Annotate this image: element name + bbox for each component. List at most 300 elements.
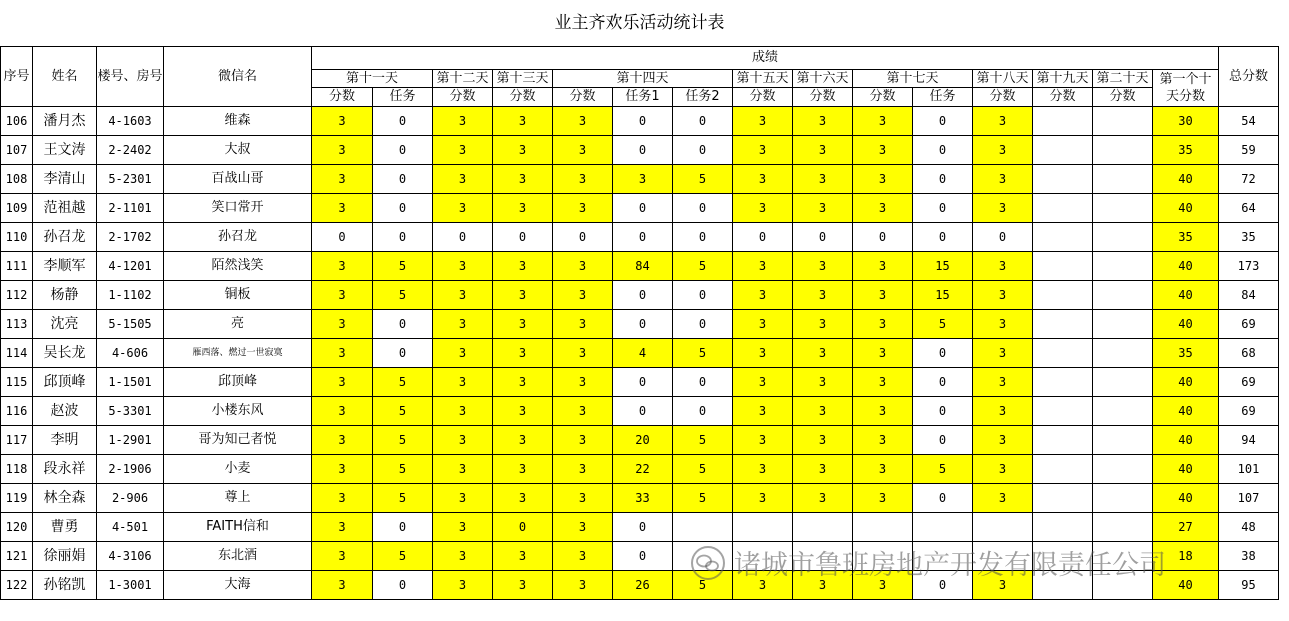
cell-room: 4-501 xyxy=(97,513,164,542)
cell-score: 3 xyxy=(793,455,853,484)
table-row xyxy=(1,165,1279,194)
cell-name: 徐丽娟 xyxy=(33,542,97,571)
cell-score: 3 xyxy=(613,165,673,194)
cell-seq: 110 xyxy=(1,223,33,252)
cell-name: 林全森 xyxy=(33,484,97,513)
cell-score: 3 xyxy=(433,513,493,542)
cell-name: 孙铭凯 xyxy=(33,571,97,600)
cell-score: 3 xyxy=(433,165,493,194)
cell-total: 101 xyxy=(1219,455,1279,484)
cell-score: 5 xyxy=(673,571,733,600)
cell-score: 3 xyxy=(312,368,373,397)
cell-total: 84 xyxy=(1219,281,1279,310)
cell-sum-first-ten: 40 xyxy=(1153,194,1219,223)
cell-score: 3 xyxy=(312,542,373,571)
table-row xyxy=(1,455,1279,484)
cell-score: 3 xyxy=(553,252,613,281)
cell-seq: 115 xyxy=(1,368,33,397)
cell-seq: 113 xyxy=(1,310,33,339)
cell-score: 0 xyxy=(373,165,433,194)
cell-total: 48 xyxy=(1219,513,1279,542)
cell-score: 3 xyxy=(493,252,553,281)
cell-score: 20 xyxy=(613,426,673,455)
cell-score: 3 xyxy=(973,455,1033,484)
cell-score: 3 xyxy=(853,252,913,281)
cell-name: 孙召龙 xyxy=(33,223,97,252)
cell-room: 5-1505 xyxy=(97,310,164,339)
cell-score: 3 xyxy=(733,281,793,310)
cell-score xyxy=(1093,368,1153,397)
cell-wechat: 尊上 xyxy=(164,484,312,513)
cell-score xyxy=(1093,571,1153,600)
cell-score: 3 xyxy=(493,310,553,339)
cell-score: 0 xyxy=(913,136,973,165)
cell-score: 3 xyxy=(853,426,913,455)
table-row xyxy=(1,223,1279,252)
cell-room: 1-3001 xyxy=(97,571,164,600)
cell-score xyxy=(913,542,973,571)
subheader-7: 分数 xyxy=(733,88,793,107)
subheader-10: 任务 xyxy=(913,88,973,107)
cell-score xyxy=(853,513,913,542)
cell-score: 3 xyxy=(793,426,853,455)
cell-score xyxy=(1033,513,1093,542)
cell-score: 3 xyxy=(973,426,1033,455)
cell-score: 3 xyxy=(312,339,373,368)
subheader-1: 任务 xyxy=(373,88,433,107)
cell-score: 3 xyxy=(733,136,793,165)
cell-room: 4-1603 xyxy=(97,107,164,136)
cell-score: 3 xyxy=(733,484,793,513)
cell-total: 59 xyxy=(1219,136,1279,165)
cell-score: 3 xyxy=(433,397,493,426)
cell-score: 3 xyxy=(853,310,913,339)
cell-score: 3 xyxy=(312,426,373,455)
cell-room: 2-1101 xyxy=(97,194,164,223)
cell-score xyxy=(1093,281,1153,310)
cell-score: 3 xyxy=(853,194,913,223)
cell-seq: 107 xyxy=(1,136,33,165)
cell-score: 3 xyxy=(493,368,553,397)
cell-name: 邱顶峰 xyxy=(33,368,97,397)
cell-score: 5 xyxy=(373,455,433,484)
cell-score: 3 xyxy=(312,281,373,310)
cell-score xyxy=(1093,252,1153,281)
table-row xyxy=(1,136,1279,165)
cell-score: 5 xyxy=(373,542,433,571)
cell-score xyxy=(1093,455,1153,484)
cell-score: 0 xyxy=(553,223,613,252)
header-day-14: 第十四天 xyxy=(553,70,733,88)
subheader-4: 分数 xyxy=(553,88,613,107)
cell-score: 0 xyxy=(613,310,673,339)
cell-score: 15 xyxy=(913,281,973,310)
cell-seq: 119 xyxy=(1,484,33,513)
cell-room: 1-1102 xyxy=(97,281,164,310)
cell-score xyxy=(1033,339,1093,368)
cell-score: 0 xyxy=(613,194,673,223)
cell-total: 95 xyxy=(1219,571,1279,600)
cell-wechat: FAITH信和 xyxy=(164,513,312,542)
cell-score xyxy=(1033,542,1093,571)
table-row xyxy=(1,542,1279,571)
cell-score: 3 xyxy=(973,136,1033,165)
cell-score: 3 xyxy=(433,484,493,513)
cell-score: 3 xyxy=(973,484,1033,513)
cell-score: 3 xyxy=(493,339,553,368)
cell-score: 3 xyxy=(733,571,793,600)
header-total: 总分数 xyxy=(1219,47,1279,107)
cell-score xyxy=(1093,165,1153,194)
cell-wechat: 小楼东风 xyxy=(164,397,312,426)
cell-score: 3 xyxy=(493,455,553,484)
cell-seq: 106 xyxy=(1,107,33,136)
cell-score: 3 xyxy=(973,397,1033,426)
cell-score: 0 xyxy=(373,136,433,165)
cell-total: 35 xyxy=(1219,223,1279,252)
cell-score: 3 xyxy=(973,339,1033,368)
cell-wechat: 铜板 xyxy=(164,281,312,310)
cell-score: 3 xyxy=(553,194,613,223)
cell-score: 3 xyxy=(493,397,553,426)
watermark-text: 诸城市鲁班房地产开发有限责任公司 xyxy=(734,550,1166,581)
cell-room: 2-906 xyxy=(97,484,164,513)
cell-score: 0 xyxy=(373,513,433,542)
cell-seq: 121 xyxy=(1,542,33,571)
table-row xyxy=(1,426,1279,455)
cell-score: 3 xyxy=(853,484,913,513)
cell-score: 3 xyxy=(793,368,853,397)
cell-name: 曹勇 xyxy=(33,513,97,542)
cell-score xyxy=(1093,542,1153,571)
cell-score: 3 xyxy=(553,281,613,310)
cell-score: 3 xyxy=(853,165,913,194)
cell-score xyxy=(853,542,913,571)
cell-score: 3 xyxy=(312,571,373,600)
cell-sum-first-ten: 35 xyxy=(1153,339,1219,368)
cell-score xyxy=(733,542,793,571)
cell-score xyxy=(973,542,1033,571)
cell-score: 3 xyxy=(853,455,913,484)
cell-score xyxy=(1033,281,1093,310)
cell-score: 3 xyxy=(433,426,493,455)
cell-sum-first-ten: 40 xyxy=(1153,252,1219,281)
cell-score: 5 xyxy=(373,368,433,397)
cell-sum-first-ten: 40 xyxy=(1153,426,1219,455)
header-wechat: 微信名 xyxy=(164,47,312,107)
cell-name: 李顺军 xyxy=(33,252,97,281)
cell-score: 3 xyxy=(493,571,553,600)
header-day-13: 第十三天 xyxy=(493,70,553,88)
cell-score: 4 xyxy=(613,339,673,368)
cell-score: 3 xyxy=(793,194,853,223)
cell-score: 3 xyxy=(973,368,1033,397)
cell-score: 0 xyxy=(913,194,973,223)
cell-score xyxy=(1093,426,1153,455)
cell-wechat: 东北酒 xyxy=(164,542,312,571)
subheader-11: 分数 xyxy=(973,88,1033,107)
cell-wechat: 百战山哥 xyxy=(164,165,312,194)
cell-seq: 116 xyxy=(1,397,33,426)
cell-score: 33 xyxy=(613,484,673,513)
cell-seq: 108 xyxy=(1,165,33,194)
cell-score: 3 xyxy=(973,194,1033,223)
cell-total: 69 xyxy=(1219,368,1279,397)
table-title: 业主齐欢乐活动统计表 xyxy=(1,0,1279,47)
cell-score: 5 xyxy=(373,281,433,310)
cell-score: 3 xyxy=(793,136,853,165)
header-day-18: 第十八天 xyxy=(973,70,1033,88)
cell-score: 3 xyxy=(733,310,793,339)
cell-name: 赵波 xyxy=(33,397,97,426)
subheader-12: 分数 xyxy=(1033,88,1093,107)
cell-score xyxy=(1033,165,1093,194)
subheader-5: 任务1 xyxy=(613,88,673,107)
cell-score: 0 xyxy=(673,310,733,339)
cell-score: 0 xyxy=(673,194,733,223)
cell-score: 5 xyxy=(673,484,733,513)
cell-score: 0 xyxy=(373,223,433,252)
header-day-15: 第十五天 xyxy=(733,70,793,88)
table-row xyxy=(1,368,1279,397)
cell-score: 0 xyxy=(373,339,433,368)
cell-score: 5 xyxy=(673,252,733,281)
subheader-0: 分数 xyxy=(312,88,373,107)
cell-score: 3 xyxy=(553,513,613,542)
cell-score: 3 xyxy=(793,107,853,136)
cell-total: 38 xyxy=(1219,542,1279,571)
cell-score: 0 xyxy=(613,542,673,571)
cell-seq: 111 xyxy=(1,252,33,281)
cell-total: 94 xyxy=(1219,426,1279,455)
cell-score: 3 xyxy=(553,397,613,426)
table-row xyxy=(1,252,1279,281)
cell-score: 0 xyxy=(613,368,673,397)
cell-score: 3 xyxy=(733,368,793,397)
cell-score: 0 xyxy=(673,107,733,136)
cell-score: 3 xyxy=(553,165,613,194)
header-sum-line1: 第一个十 xyxy=(1159,72,1212,87)
header-sum-line2: 天分数 xyxy=(1165,89,1205,104)
table-row xyxy=(1,397,1279,426)
cell-score xyxy=(1093,310,1153,339)
cell-sum-first-ten: 18 xyxy=(1153,542,1219,571)
cell-score: 3 xyxy=(312,397,373,426)
cell-score: 3 xyxy=(733,397,793,426)
cell-wechat: 陌然浅笑 xyxy=(164,252,312,281)
cell-score: 3 xyxy=(312,484,373,513)
cell-score: 0 xyxy=(373,571,433,600)
header-day-19: 第十九天 xyxy=(1033,70,1093,88)
cell-name: 吴长龙 xyxy=(33,339,97,368)
cell-room: 4-606 xyxy=(97,339,164,368)
cell-score xyxy=(1093,223,1153,252)
table-row xyxy=(1,513,1279,542)
cell-name: 杨静 xyxy=(33,281,97,310)
cell-wechat: 亮 xyxy=(164,310,312,339)
cell-room: 1-2901 xyxy=(97,426,164,455)
cell-score xyxy=(1033,310,1093,339)
cell-score: 22 xyxy=(613,455,673,484)
cell-score: 0 xyxy=(613,223,673,252)
cell-score: 3 xyxy=(973,281,1033,310)
header-score-group: 成绩 xyxy=(312,47,1219,70)
cell-score: 0 xyxy=(673,368,733,397)
cell-sum-first-ten: 40 xyxy=(1153,484,1219,513)
cell-score: 3 xyxy=(493,136,553,165)
cell-score: 0 xyxy=(913,339,973,368)
cell-score: 0 xyxy=(433,223,493,252)
cell-room: 5-2301 xyxy=(97,165,164,194)
cell-score: 15 xyxy=(913,252,973,281)
cell-score: 3 xyxy=(733,165,793,194)
header-day-11: 第十一天 xyxy=(312,70,433,88)
cell-total: 69 xyxy=(1219,310,1279,339)
cell-score: 3 xyxy=(973,310,1033,339)
cell-score xyxy=(1093,339,1153,368)
cell-score: 0 xyxy=(913,165,973,194)
cell-score: 0 xyxy=(613,107,673,136)
header-day-17: 第十七天 xyxy=(853,70,973,88)
cell-score xyxy=(1033,426,1093,455)
cell-score: 3 xyxy=(853,397,913,426)
cell-score: 5 xyxy=(373,426,433,455)
cell-score: 3 xyxy=(312,165,373,194)
cell-score: 3 xyxy=(793,571,853,600)
cell-score: 3 xyxy=(493,426,553,455)
cell-wechat: 大海 xyxy=(164,571,312,600)
cell-total: 69 xyxy=(1219,397,1279,426)
cell-score: 3 xyxy=(793,339,853,368)
cell-score: 3 xyxy=(553,426,613,455)
subheader-6: 任务2 xyxy=(673,88,733,107)
cell-total: 173 xyxy=(1219,252,1279,281)
cell-score: 3 xyxy=(433,310,493,339)
cell-score: 3 xyxy=(433,571,493,600)
header-sum-first-ten xyxy=(1153,70,1219,107)
cell-score xyxy=(1033,223,1093,252)
header-day-20: 第二十天 xyxy=(1093,70,1153,88)
cell-score: 3 xyxy=(553,542,613,571)
cell-score xyxy=(793,542,853,571)
cell-total: 107 xyxy=(1219,484,1279,513)
cell-score: 3 xyxy=(793,281,853,310)
cell-score: 3 xyxy=(793,397,853,426)
cell-score: 3 xyxy=(493,542,553,571)
cell-score: 3 xyxy=(853,571,913,600)
cell-sum-first-ten: 40 xyxy=(1153,281,1219,310)
cell-score: 3 xyxy=(853,281,913,310)
table-row xyxy=(1,281,1279,310)
cell-sum-first-ten: 40 xyxy=(1153,310,1219,339)
cell-score: 0 xyxy=(853,223,913,252)
cell-score: 0 xyxy=(493,223,553,252)
cell-score: 3 xyxy=(853,136,913,165)
cell-score: 3 xyxy=(853,107,913,136)
cell-score: 0 xyxy=(673,136,733,165)
cell-sum-first-ten: 35 xyxy=(1153,223,1219,252)
header-room: 楼号、房号 xyxy=(97,47,164,107)
cell-wechat: 雁西落、燃过一世寂寞 xyxy=(164,339,312,368)
cell-score: 3 xyxy=(793,165,853,194)
cell-score: 0 xyxy=(913,397,973,426)
cell-total: 72 xyxy=(1219,165,1279,194)
cell-score xyxy=(733,513,793,542)
cell-score: 3 xyxy=(553,571,613,600)
cell-room: 4-1201 xyxy=(97,252,164,281)
cell-score xyxy=(793,513,853,542)
cell-score xyxy=(1033,397,1093,426)
subheader-9: 分数 xyxy=(853,88,913,107)
cell-seq: 109 xyxy=(1,194,33,223)
cell-score: 5 xyxy=(673,426,733,455)
cell-wechat: 邱顶峰 xyxy=(164,368,312,397)
cell-score: 0 xyxy=(913,107,973,136)
cell-score: 0 xyxy=(493,513,553,542)
cell-score: 3 xyxy=(973,252,1033,281)
cell-score: 0 xyxy=(373,107,433,136)
cell-sum-first-ten: 40 xyxy=(1153,165,1219,194)
cell-sum-first-ten: 40 xyxy=(1153,368,1219,397)
cell-seq: 122 xyxy=(1,571,33,600)
cell-total: 54 xyxy=(1219,107,1279,136)
cell-score: 5 xyxy=(373,484,433,513)
cell-name: 王文涛 xyxy=(33,136,97,165)
table-row xyxy=(1,194,1279,223)
subheader-2: 分数 xyxy=(433,88,493,107)
cell-score xyxy=(673,542,733,571)
cell-score: 3 xyxy=(733,194,793,223)
cell-score: 5 xyxy=(373,397,433,426)
cell-score xyxy=(1033,368,1093,397)
cell-name: 潘月杰 xyxy=(33,107,97,136)
cell-score: 3 xyxy=(793,252,853,281)
cell-score: 0 xyxy=(673,397,733,426)
cell-score xyxy=(673,513,733,542)
cell-name: 段永祥 xyxy=(33,455,97,484)
cell-score xyxy=(1093,136,1153,165)
cell-score: 0 xyxy=(373,310,433,339)
header-day-12: 第十二天 xyxy=(433,70,493,88)
cell-name: 范祖越 xyxy=(33,194,97,223)
cell-score: 5 xyxy=(673,339,733,368)
cell-score: 0 xyxy=(733,223,793,252)
cell-score: 3 xyxy=(553,310,613,339)
cell-score xyxy=(1033,484,1093,513)
subheader-13: 分数 xyxy=(1093,88,1153,107)
cell-sum-first-ten: 35 xyxy=(1153,136,1219,165)
cell-score: 3 xyxy=(433,368,493,397)
cell-score xyxy=(1033,194,1093,223)
cell-total: 64 xyxy=(1219,194,1279,223)
cell-sum-first-ten: 30 xyxy=(1153,107,1219,136)
cell-score: 3 xyxy=(433,194,493,223)
cell-score xyxy=(1033,252,1093,281)
cell-score: 26 xyxy=(613,571,673,600)
table-row xyxy=(1,339,1279,368)
cell-score xyxy=(1033,107,1093,136)
cell-score: 3 xyxy=(793,484,853,513)
cell-seq: 117 xyxy=(1,426,33,455)
cell-score: 5 xyxy=(373,252,433,281)
cell-score: 3 xyxy=(433,339,493,368)
cell-score: 84 xyxy=(613,252,673,281)
cell-score: 3 xyxy=(312,513,373,542)
cell-seq: 120 xyxy=(1,513,33,542)
cell-score: 3 xyxy=(493,194,553,223)
cell-score: 0 xyxy=(613,136,673,165)
cell-score: 0 xyxy=(613,281,673,310)
